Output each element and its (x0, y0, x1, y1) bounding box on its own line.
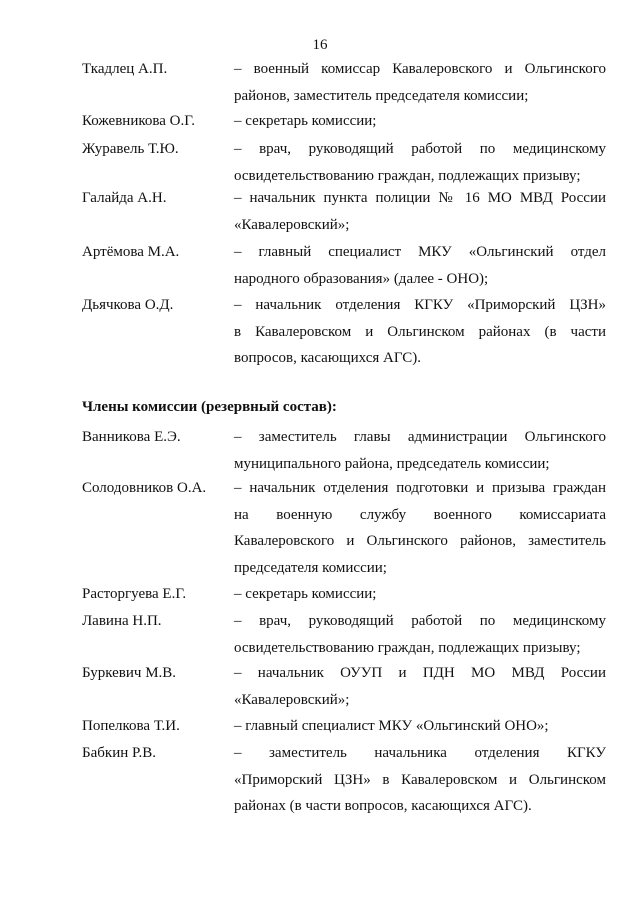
member-role (234, 424, 606, 477)
role-line: на военную службу военного комиссариата (234, 506, 606, 523)
role-line: – военный комиссар Кавалеровского и Ольгинского (234, 61, 606, 77)
member-name: Галайда А.Н. (82, 190, 167, 206)
role-line: председателя комиссии; (234, 559, 387, 576)
member-name: Кожевникова О.Г. (82, 113, 195, 129)
role-line: – начальник ОУУП и ПДН МО МВД России (234, 665, 606, 681)
role-line: освидетельствованию граждан, подлежащих призыву; (234, 167, 581, 184)
member-name: Лавина Н.П. (82, 613, 162, 629)
member-role (234, 136, 606, 189)
role-line: «Приморский ЦЗН» в Кавалеровском и Ольгинском (234, 771, 606, 788)
member-role (234, 475, 606, 581)
role-line: освидетельствованию граждан, подлежащих призыву; (234, 639, 581, 656)
member-name: Журавель Т.Ю. (82, 141, 179, 157)
member-role (234, 185, 606, 238)
page-number: 16 (312, 37, 328, 53)
member-role (234, 713, 606, 740)
role-line: районов, заместитель председателя комиссии; (234, 87, 529, 104)
role-line: – врач, руководящий работой по медицинскому (234, 613, 606, 629)
role-line: «Кавалеровский»; (234, 691, 350, 708)
member-role (234, 108, 606, 135)
member-name: Дьячкова О.Д. (82, 297, 174, 313)
role-line: – начальник отделения подготовки и призыва граждан (234, 480, 606, 496)
role-line: вопросов, касающихся АГС). (234, 350, 422, 366)
member-name: Артёмова М.А. (82, 244, 180, 260)
role-line: – заместитель начальника отделения КГКУ (234, 745, 606, 761)
member-name: Расторгуева Е.Г. (82, 586, 187, 602)
role-line: Кавалеровского и Ольгинского районов, заместитель (234, 533, 606, 549)
member-name: Ванникова Е.Э. (82, 429, 181, 445)
role-line: районах (в части вопросов, касающихся АГС). (234, 798, 532, 814)
member-name: Буркевич М.В. (82, 665, 177, 681)
role-line: в Кавалеровском и Ольгинском районах (в части (234, 323, 606, 340)
member-name: Солодовников О.А. (82, 480, 207, 496)
member-name: Бабкин Р.В. (82, 745, 156, 761)
role-line: – начальник пункта полиции № 16 МО МВД России (234, 190, 606, 206)
role-line: – главный специалист МКУ «Ольгинский ОНО»; (234, 718, 549, 734)
member-role (234, 740, 606, 820)
member-role (234, 660, 606, 713)
member-role (234, 239, 606, 292)
role-line: – секретарь комиссии; (234, 113, 377, 129)
role-line: муниципального района, председатель комиссии; (234, 455, 550, 472)
role-line: – заместитель главы администрации Ольгинского (234, 429, 606, 445)
member-name: Попелкова Т.И. (82, 718, 180, 734)
reserve-section-heading: Члены комиссии (резервный состав): (82, 399, 337, 415)
role-line: народного образования» (далее - ОНО); (234, 270, 489, 287)
role-line: «Кавалеровский»; (234, 216, 350, 233)
role-line: – секретарь комиссии; (234, 586, 377, 602)
member-role (234, 292, 606, 372)
member-name: Ткадлец А.П. (82, 61, 168, 77)
member-role (234, 56, 606, 109)
role-line: – начальник отделения КГКУ «Приморский ЦЗН» (234, 297, 606, 313)
role-line: – врач, руководящий работой по медицинскому (234, 141, 606, 157)
member-role (234, 581, 606, 608)
member-role (234, 608, 606, 661)
role-line: – главный специалист МКУ «Ольгинский отдел (234, 244, 606, 260)
